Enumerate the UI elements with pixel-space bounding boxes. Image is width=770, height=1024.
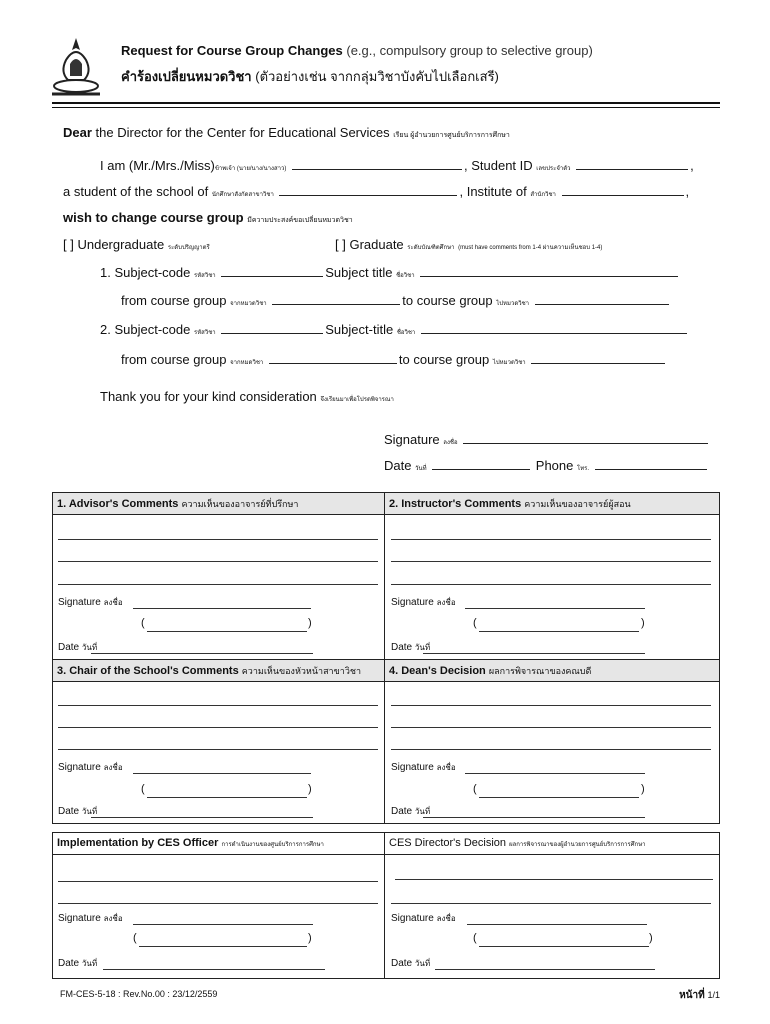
instructor-name-field[interactable]: [479, 631, 639, 632]
ces-officer-line[interactable]: [58, 903, 378, 904]
student-date-field[interactable]: [432, 458, 530, 470]
chair-comment-line[interactable]: [58, 705, 378, 706]
advisor-comments-header: 1. Advisor's Comments ความเห็นของอาจารย์ที่ปรึกษา: [57, 498, 299, 510]
dean-decision-header: 4. Dean's Decision ผลการพิจารณาของคณบดี: [389, 665, 592, 677]
ces-officer-date-label: Date วันที่: [58, 958, 98, 969]
university-seal-icon: [44, 36, 108, 100]
comments-grid: 1. Advisor's Comments ความเห็นของอาจารย์ที่ปรึกษา 2. Instructor's Comments ความเห็นของอาจารย์ผู้สอน 3. Chair of the School's Comments ความเห็นของหัวหน้าสาขาวิชา 4. Dean's Decision ผลการพิจารณาของคณบดี Signature ลงชื่อ ( ) Date วันที่ Signature ลงชื่อ ( ) Date วันที่ Signature ลงชื่อ ( ) Date วันที่ Signature ลงชื่อ ( ) Date วันที่: [52, 492, 720, 824]
advisor-date-label: Date วันที่: [58, 642, 98, 653]
ces-director-date-label: Date วันที่: [391, 958, 431, 969]
chair-comments-header: 3. Chair of the School's Comments ความเห็นของหัวหน้าสาขาวิชา: [57, 665, 362, 677]
dean-date-field[interactable]: [423, 817, 645, 818]
advisor-comment-line[interactable]: [58, 561, 378, 562]
item1-code-field[interactable]: [221, 265, 323, 277]
advisor-name-field[interactable]: [147, 631, 307, 632]
item2-code-field[interactable]: [221, 322, 323, 334]
instructor-comments-header: 2. Instructor's Comments ความเห็นของอาจารย์ผู้สอน: [389, 498, 631, 510]
ces-grid: Implementation by CES Officer การดำเนินงานของศูนย์บริการการศึกษา CES Director's Decision ผลการพิจารณาของผู้อำนวยการศูนย์บริการการศึกษา Signature ลงชื่อ ( ) Date วันที่ Signature ลงชื่อ ( ) Date วันที่: [52, 832, 720, 979]
ces-officer-signature-field[interactable]: [133, 924, 313, 925]
student-phone-field[interactable]: [595, 458, 707, 470]
undergrad-checkbox[interactable]: [ ]: [63, 237, 74, 252]
instructor-signature-label: Signature ลงชื่อ: [391, 597, 456, 608]
name-field[interactable]: [292, 158, 462, 170]
dean-comment-line[interactable]: [391, 727, 711, 728]
school-field[interactable]: [279, 184, 457, 196]
chair-comment-line[interactable]: [58, 727, 378, 728]
advisor-comment-line[interactable]: [58, 539, 378, 540]
chair-date-label: Date วันที่: [58, 806, 98, 817]
dean-name-field[interactable]: [479, 797, 639, 798]
ces-director-line[interactable]: [395, 879, 713, 880]
item1-from-field[interactable]: [272, 293, 400, 305]
instructor-comment-line[interactable]: [391, 584, 711, 585]
student-signature-field[interactable]: [463, 432, 708, 444]
instructor-signature-field[interactable]: [465, 608, 645, 609]
institute-field[interactable]: [562, 184, 684, 196]
instructor-comment-line[interactable]: [391, 561, 711, 562]
ces-officer-line[interactable]: [58, 881, 378, 882]
chair-comment-line[interactable]: [58, 749, 378, 750]
header-divider-thin: [52, 107, 720, 108]
thanks-line: Thank you for your kind consideration จึงเรียนมาเพื่อโปรดพิจารณา: [100, 389, 394, 404]
advisor-signature-field[interactable]: [133, 608, 311, 609]
ces-officer-date-field[interactable]: [103, 969, 325, 970]
chair-name-field[interactable]: [147, 797, 307, 798]
chair-signature-label: Signature ลงชื่อ: [58, 762, 123, 773]
advisor-signature-label: Signature ลงชื่อ: [58, 597, 123, 608]
ces-director-line[interactable]: [391, 903, 711, 904]
ces-director-signature-field[interactable]: [467, 924, 647, 925]
ces-officer-header: Implementation by CES Officer การดำเนินงานของศูนย์บริการการศึกษา: [57, 837, 324, 849]
chair-signature-field[interactable]: [133, 773, 311, 774]
header-divider: [52, 102, 720, 104]
chair-date-field[interactable]: [91, 817, 313, 818]
item1-to-field[interactable]: [535, 293, 669, 305]
grad-checkbox[interactable]: [ ]: [334, 237, 346, 252]
dear-line: Dear the Director for the Center for Educational Services เรียน ผู้อำนวยการศูนย์บริการการศึกษา: [63, 125, 510, 140]
instructor-date-field[interactable]: [423, 653, 645, 654]
item2-title-field[interactable]: [421, 322, 687, 334]
item2-to-field[interactable]: [531, 352, 665, 364]
form-code: FM-CES-5-18 : Rev.No.00 : 23/12/2559: [60, 989, 218, 999]
ces-director-name-field[interactable]: [479, 946, 649, 947]
wish-line: wish to change course group มีความประสงค์ขอเปลี่ยนหมวดวิชา: [63, 210, 353, 225]
dean-signature-field[interactable]: [465, 773, 645, 774]
instructor-date-label: Date วันที่: [391, 642, 431, 653]
advisor-date-field[interactable]: [91, 653, 313, 654]
item1-title-field[interactable]: [420, 265, 678, 277]
page-number: หน้าที่ 1/1: [679, 990, 720, 1001]
item1-group-line: from course group จากหมวดวิชา to course group ไปหมวดวิชา: [121, 293, 718, 308]
dean-comment-line[interactable]: [391, 749, 711, 750]
advisor-comment-line[interactable]: [58, 584, 378, 585]
dean-signature-label: Signature ลงชื่อ: [391, 762, 456, 773]
form-title-en: Request for Course Group Changes (e.g., compulsory group to selective group): [121, 43, 593, 58]
student-id-field[interactable]: [576, 158, 688, 170]
ces-director-signature-label: Signature ลงชื่อ: [391, 913, 456, 924]
student-date-phone-line: Date วันที่ Phone โทร.: [384, 458, 718, 473]
item1-subject-line: 1. Subject-code รหัสวิชา Subject title ชื่อวิชา: [100, 265, 718, 280]
item2-subject-line: 2. Subject-code รหัสวิชา Subject-title ชื่อวิชา: [100, 322, 718, 337]
ces-officer-name-field[interactable]: [139, 946, 307, 947]
ces-director-header: CES Director's Decision ผลการพิจารณาของผู้อำนวยการศูนย์บริการการศึกษา: [389, 837, 646, 849]
item2-from-field[interactable]: [269, 352, 397, 364]
form-title-th: คำร้องเปลี่ยนหมวดวิชา (ตัวอย่างเช่น จากกลุ่มวิชาบังคับไปเลือกเสรี): [121, 69, 499, 84]
instructor-comment-line[interactable]: [391, 539, 711, 540]
student-signature-line: Signature ลงชื่อ: [384, 432, 718, 447]
school-line: a student of the school of นักศึกษาสังกัดสาขาวิชา , Institute of สำนักวิชา ,: [63, 184, 690, 199]
dean-date-label: Date วันที่: [391, 806, 431, 817]
ces-director-date-field[interactable]: [435, 969, 655, 970]
dean-comment-line[interactable]: [391, 705, 711, 706]
name-line: I am (Mr./Mrs./Miss)ข้าพเจ้า (นาย/นาง/นางสาว) , Student ID เลขประจำตัว ,: [100, 158, 694, 173]
ces-officer-signature-label: Signature ลงชื่อ: [58, 913, 123, 924]
item2-group-line: from course group จากหมดวิชา to course group ไปหมวดวิชา: [121, 352, 718, 367]
level-line: [ ] Undergraduate ระดับปริญญาตรี [ ] Graduate ระดับบัณฑิตศึกษา (must have comments from 1-4 ผ่านความเห็นชอบ 1-4): [63, 237, 603, 252]
